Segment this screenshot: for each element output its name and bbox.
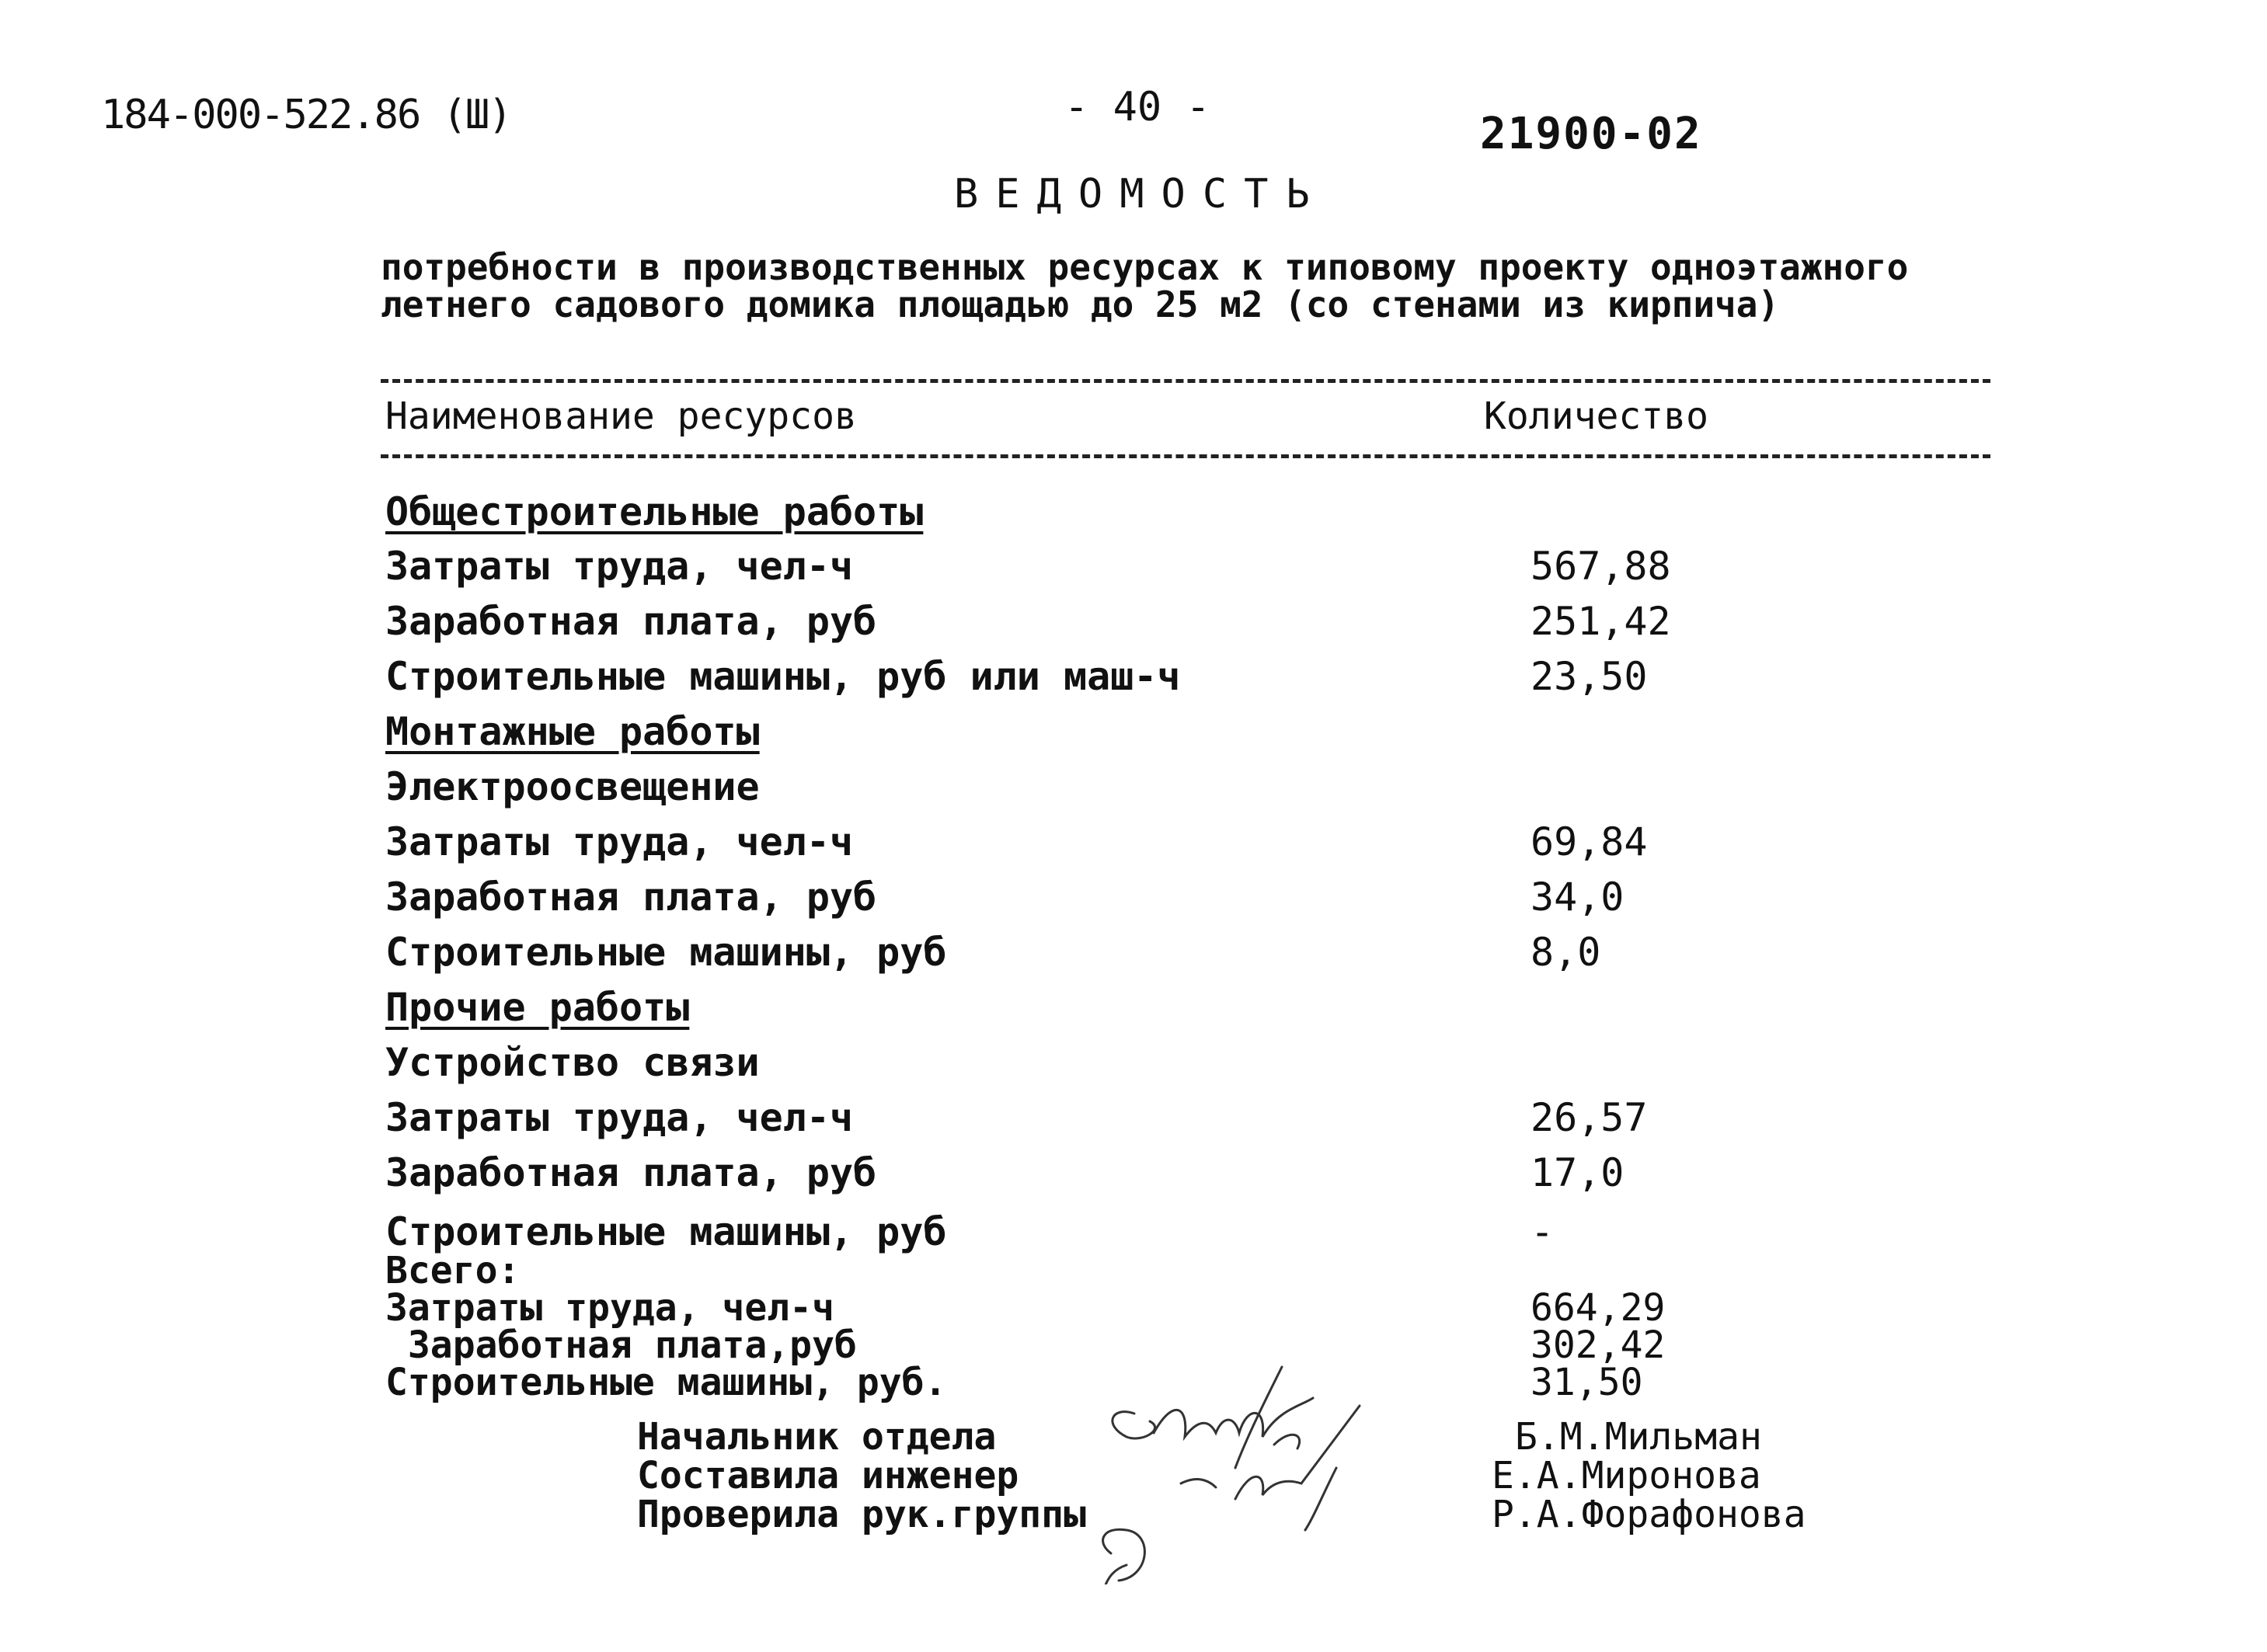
section-heading: Прочие работы [385, 985, 690, 1030]
document-code: 184-000-522.86 (Ш) [101, 92, 511, 138]
signatory-name: Б.М.Мильман [1515, 1415, 1762, 1459]
column-header-name: Наименование ресурсов [385, 395, 857, 438]
row-value: 664,29 [1530, 1286, 1666, 1330]
row-label: Затраты труда, чел-ч [385, 1286, 834, 1330]
row-label: Строительные машины, руб или маш-ч [385, 654, 1181, 699]
table-row [381, 654, 2012, 701]
row-value: 251,42 [1530, 599, 1671, 644]
table-row [381, 930, 2012, 976]
signatory-role: Составила инженер [637, 1454, 1019, 1497]
signatory-role: Начальник отдела [637, 1415, 997, 1459]
row-value: 23,50 [1530, 654, 1648, 699]
table-row [381, 1150, 2012, 1197]
table-header-rule [381, 454, 1990, 458]
row-label: Затраты труда, чел-ч [385, 544, 854, 589]
row-label: Заработная плата,руб [385, 1323, 857, 1367]
table-row [381, 819, 2012, 866]
table-row [381, 599, 2012, 645]
row-label: Устройство связи [385, 1040, 760, 1085]
subtitle-line-1: потребности в производственных ресурсах к типовому проекту одноэтажного [381, 246, 1909, 288]
section-heading: Общестроительные работы [385, 489, 924, 534]
row-value: 69,84 [1530, 819, 1648, 864]
signatory-role: Проверила рук.группы [637, 1493, 1086, 1536]
table-row [381, 1040, 2012, 1087]
table-row [381, 875, 2012, 921]
row-value: 26,57 [1530, 1095, 1648, 1140]
totals-heading: Всего: [385, 1249, 521, 1292]
totals-heading-row [381, 1249, 2012, 1292]
row-label: Электроосвещение [385, 764, 760, 809]
document-title: ВЕДОМОСТЬ [954, 171, 1327, 217]
row-label: Строительные машины, руб [385, 1209, 947, 1254]
subtitle-line-2: летнего садового домика площадью до 25 м2 (со стенами из кирпича) [381, 283, 1780, 325]
table-row [381, 985, 2012, 1031]
table-row [381, 544, 2012, 590]
page-number: - 40 - [1064, 84, 1210, 130]
row-value: 8,0 [1530, 930, 1601, 975]
row-label: Заработная плата, руб [385, 599, 877, 644]
signatory-name: Р.А.Форафонова [1492, 1493, 1806, 1536]
column-header-quantity: Количество [1484, 395, 1708, 438]
table-row [381, 764, 2012, 811]
row-value: - [1530, 1209, 1555, 1254]
row-label: Строительные машины, руб [385, 930, 947, 975]
row-label: Затраты труда, чел-ч [385, 1095, 854, 1140]
table-row [381, 1095, 2012, 1142]
row-value: 34,0 [1530, 875, 1625, 920]
row-label: Затраты труда, чел-ч [385, 819, 854, 864]
row-value: 567,88 [1530, 544, 1671, 589]
handwritten-signatures [1080, 1351, 1453, 1584]
row-label: Строительные машины, руб. [385, 1361, 947, 1404]
signatory-name: Е.А.Миронова [1492, 1454, 1761, 1497]
table-top-rule [381, 379, 1990, 383]
archive-stamp: 21900-02 [1480, 109, 1702, 159]
row-label: Заработная плата, руб [385, 875, 877, 920]
section-heading: Монтажные работы [385, 709, 760, 754]
row-label: Заработная плата, руб [385, 1150, 877, 1195]
table-row [381, 709, 2012, 756]
row-value: 31,50 [1530, 1361, 1643, 1404]
document-subtitle [381, 246, 1909, 325]
totals-row [381, 1286, 2012, 1330]
table-row [381, 489, 2012, 536]
row-value: 17,0 [1530, 1150, 1625, 1195]
row-value: 302,42 [1530, 1323, 1666, 1367]
